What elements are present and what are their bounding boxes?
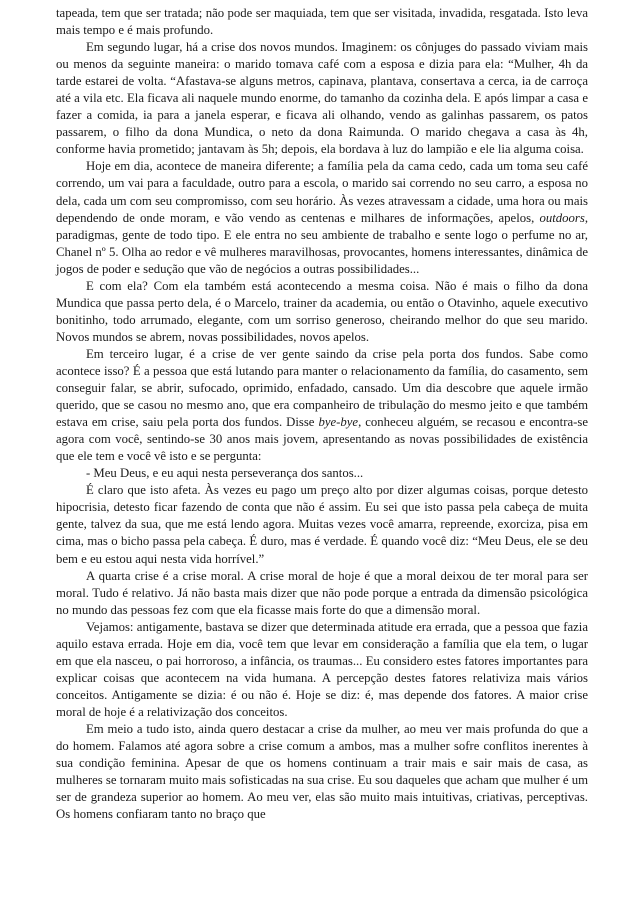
paragraph [56,482,588,567]
text-run: A quarta crise é a crise moral. A crise moral de hoje é que a moral deixou de ter moral para ser moral. Tudo é relativo. Já não basta mais dizer que não pode porque a entrada da dimensão psicológica no mundo das pessoas fez com que ela ficasse mais forte do que a dimensão moral. [56,568,588,617]
text-run: Em segundo lugar, há a crise dos novos mundos. Imaginem: os cônjuges do passado viviam mais ou menos da seguinte maneira: o marido tomava café com a esposa e dizia para ela: “Mulher, 4h da tarde estarei de volta. “Afastava-se alguns metros, capinava, plantava, consertava a cerca, ia de carroça até a vila etc. Ela ficava ali naquele mundo enorme, do tamanho da cozinha dela. E após limpar a casa e fazer a comida, ia para a janela esperar, e ficava ali olhando, vendo as galinhas passarem, os patos passarem, o filho da dona Mundica, o neto da dona Raimunda. O marido chegava a casa às 4h, conforme havia prometido; jantavam às 5h; depois, ela bordava à luz do lampião e ele lia alguma coisa. [56,40,588,157]
paragraph [56,568,588,619]
paragraph [56,278,588,346]
italic-text-run: outdoors [539,210,585,225]
text-run: Vejamos: antigamente, bastava se dizer que determinada atitude era errada, que a pessoa que fazia aquilo estava errada. Hoje em dia, você tem que levar em consideração a família que ela tem, o lugar em que ela nasceu, o pai horroroso, a infância, os traumas... Eu considero estes fatores importantes para explicar coisas que acontecem na vida humana. A percepção destes fatores relativiza mais vários conceitos. Antigamente se dizia: é ou não é. Hoje se diz: é, mas depende dos fatores. A maior crise moral de hoje é a relativização dos conceitos. [56,619,588,719]
paragraph [56,39,588,158]
text-run: Em terceiro lugar, é a crise de ver gente saindo da crise pela porta dos fundos. Sabe como acontece isso? É a pessoa que está lutando para manter o relacionamento da família, do casamento, sem conseguir falar, se abrir, sufocado, oprimido, enfadado, cansado. Um dia descobre que aquele irmão querido, que se casou no mesmo ano, que era companheiro de tribulação do mesmo jeito e que também estava em crise, saiu pela porta dos fundos. Disse [56,346,588,430]
paragraph [56,465,588,482]
paragraph [56,721,588,823]
text-run: E com ela? Com ela também está acontecendo a mesma coisa. Não é mais o filho da dona Mundica que passa perto dela, é o Marcelo, trainer da academia, ou então o Otavinho, aquele executivo bonitinho, todo arrumado, elegante, com um sorriso generoso, cheirando melhor do que seu marido. Novos mundos se abrem, novas possibilidades, novos apelos. [56,278,588,344]
paragraph [56,619,588,721]
paragraph [56,158,588,277]
text-run: - Meu Deus, e eu aqui nesta perseverança dos santos... [86,466,364,481]
text-run: , paradigmas, gente de todo tipo. E ele entra no seu ambiente de trabalho e sente logo o perfume no ar, Chanel nº 5. Olha ao redor e vê mulheres maravilhosas, provocantes, homens interessantes, dinâmica de jogos de poder e sedução que vão de negócios a outras possibilidades... [56,210,588,276]
paragraph [56,346,588,465]
text-run: , conheceu alguém, se recasou e encontra-se agora com você, sentindo-se 30 anos mais jovem, apresentando as novas possibilidades de existência que ele tem e você vê isto e se pergunta: [56,415,588,464]
text-run: É claro que isto afeta. Às vezes eu pago um preço alto por dizer algumas coisas, porque detesto hipocrisia, detesto ficar fazendo de conta que não é assim. Eu sei que isto passa pela cabeça de muita gente, talvez da sua, que me está lendo agora. Muitas vezes você amarra, repreende, exorciza, pisa em cima, mas o bicho passa pela cabeça. É duro, mas é verdade. É quando você diz: “Meu Deus, ele se deu bem e eu estou aqui nesta vida horrível.” [56,483,588,566]
paragraph [56,5,588,39]
text-run: Em meio a tudo isto, ainda quero destacar a crise da mulher, ao meu ver mais profunda do que a do homem. Falamos até agora sobre a crise comum a ambos, mas a mulher sofre conflitos inerentes à sua condição feminina. Apesar de que os homens continuam a trair mais e sair mais de casa, as mulheres se tornaram muito mais sofisticadas na sua crise. Eu sou daqueles que acham que mulher é um ser de grandeza superior ao homem. Ao meu ver, elas são muito mais intuitivas, criativas, perceptivas. Os homens confiaram tanto no braço que [56,721,588,822]
text-run: Hoje em dia, acontece de maneira diferente; a família pela da cama cedo, cada um toma seu café correndo, um vai para a faculdade, outro para a escola, o marido sai correndo no seu carro, a esposa no dela, cada um com seu compromisso, com seu horário. Às vezes atravessam a cidade, uma hora ou mais dependendo de onde moram, e vão vendo as centenas e milhares de informações, apelos, [56,159,588,225]
italic-text-run: bye-bye [318,415,359,430]
text-run: tapeada, tem que ser tratada; não pode ser maquiada, tem que ser visitada, invadida, resgatada. Isto leva mais tempo e é mais profundo. [56,6,588,38]
